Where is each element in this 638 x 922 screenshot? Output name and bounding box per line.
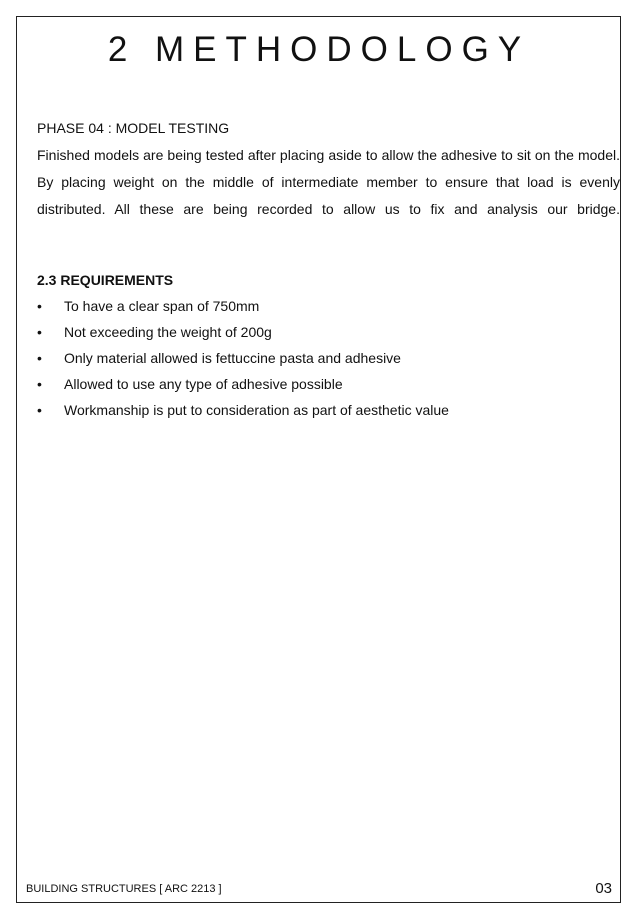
bullet-icon: • (37, 350, 42, 366)
footer-course-label: BUILDING STRUCTURES [ ARC 2213 ] (26, 883, 222, 895)
bullet-icon: • (37, 402, 42, 418)
bullet-icon: • (37, 376, 42, 392)
list-item-text: To have a clear span of 750mm (64, 298, 260, 314)
bullet-icon: • (37, 298, 42, 314)
phase-paragraph (37, 142, 620, 223)
phase-paragraph-line: By placing weight on the middle of intermediate member to ensure that load is evenly (37, 174, 620, 190)
list-item (37, 293, 449, 319)
phase-paragraph-line: Finished models are being tested after placing aside to allow the adhesive to sit on the model. (37, 147, 620, 163)
phase-paragraph-line: distributed. All these are being recorded to allow us to fix and analysis our bridge. (37, 201, 620, 217)
list-item-text: Allowed to use any type of adhesive possible (64, 376, 343, 392)
list-item (37, 345, 449, 371)
phase-heading: PHASE 04 : MODEL TESTING (37, 120, 230, 136)
page-title: 2 METHODOLOGY (107, 30, 531, 69)
list-item-text: Not exceeding the weight of 200g (64, 324, 272, 340)
page-number: 03 (595, 880, 612, 897)
requirements-list (37, 293, 449, 423)
requirements-heading: 2.3 REQUIREMENTS (37, 272, 174, 288)
list-item (37, 397, 449, 423)
list-item (37, 371, 449, 397)
list-item-text: Workmanship is put to consideration as part of aesthetic value (64, 402, 449, 418)
list-item-text: Only material allowed is fettuccine pasta and adhesive (64, 350, 401, 366)
bullet-icon: • (37, 324, 42, 340)
list-item (37, 319, 449, 345)
